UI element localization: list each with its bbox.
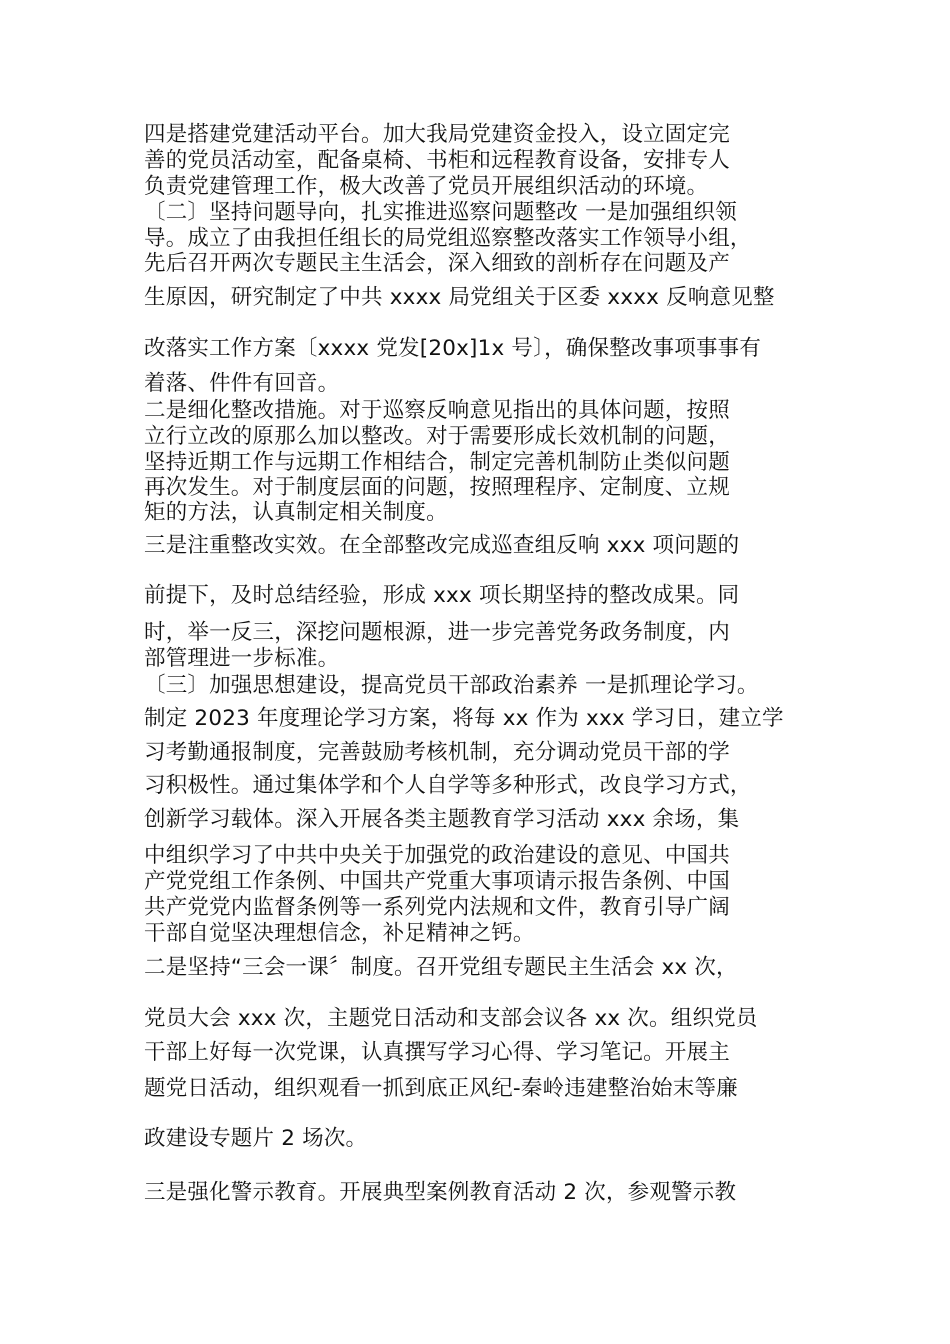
- text-line: 二是细化整改措施。对于巡察反响意见指出的具体问题，按照: [144, 398, 730, 423]
- text-line: 干部自觉坚决理想信念，补足精神之钙。: [144, 921, 535, 946]
- text-line: 党员大会 xxx 次，主题党日活动和支部会议各 xx 次。组织党员: [144, 1006, 758, 1031]
- text-line: 政建设专题片 2 场次。: [144, 1126, 368, 1151]
- text-line: 共产党党内监督条例等一系列党内法规和文件，教育引导广阔: [144, 895, 730, 920]
- text-line: 部管理进一步标准。: [144, 646, 340, 671]
- text-line: 再次发生。对于制度层面的问题，按照理程序、定制度、立规: [144, 475, 730, 500]
- text-line: 习积极性。通过集体学和个人自学等多种形式，改良学习方式，: [144, 773, 752, 798]
- text-line: 坚持近期工作与远期工作相结合，制定完善机制防止类似问题: [144, 450, 730, 475]
- text-line: 先后召开两次专题民主生活会，深入细致的剖析存在问题及产: [144, 251, 730, 276]
- text-line: 三是强化警示教育。开展典型案例教育活动 2 次，参观警示教: [144, 1180, 737, 1205]
- text-line: 习考勤通报制度，完善鼓励考核机制，充分调动党员干部的学: [144, 740, 730, 765]
- text-line: 干部上好每一次党课，认真撰写学习心得、学习笔记。开展主: [144, 1040, 730, 1065]
- text-line: 题党日活动，组织观看一抓到底正风纪-秦岭违建整治始末等廉: [144, 1076, 738, 1101]
- text-line: 中组织学习了中共中央关于加强党的政治建设的意见、中国共: [144, 843, 730, 868]
- text-line: 生原因，研究制定了中共 xxxx 局党组关于区委 xxxx 反响意见整: [144, 285, 775, 310]
- text-line: 三是注重整改实效。在全部整改完成巡查组反响 xxx 项问题的: [144, 533, 740, 558]
- text-line: 前提下，及时总结经验，形成 xxx 项长期坚持的整改成果。同: [144, 583, 740, 608]
- text-line: 制定 2023 年度理论学习方案，将每 xx 作为 xxx 学习日，建立学: [144, 706, 784, 731]
- text-line: 改落实工作方案〔xxxx 党发[20x]1x 号〕，确保整改事项事事有: [144, 336, 762, 361]
- text-line: 〔二〕坚持问题导向，扎实推进巡察问题整改 一是加强组织领: [144, 200, 737, 225]
- text-line: 善的党员活动室，配备桌椅、书柜和远程教育设备，安排专人: [144, 148, 730, 173]
- text-line: 创新学习载体。深入开展各类主题教育学习活动 xxx 余场，集: [144, 807, 740, 832]
- text-line: 〔三〕加强思想建设，提高党员干部政治素养 一是抓理论学习。: [144, 673, 759, 698]
- text-line: 立行立改的原那么加以整改。对于需要形成长效机制的问题，: [144, 424, 730, 449]
- text-line: 四是搭建党建活动平台。加大我局党建资金投入，设立固定完: [144, 122, 730, 147]
- text-line: 导。成立了由我担任组长的局党组巡察整改落实工作领导小组，: [144, 226, 752, 251]
- text-line: 二是坚持“三会一课〞制度。召开党组专题民主生活会 xx 次，: [144, 955, 738, 980]
- text-line: 矩的方法，认真制定相关制度。: [144, 500, 448, 525]
- text-line: 负责党建管理工作，极大改善了党员开展组织活动的环境。: [144, 174, 709, 199]
- text-line: 时，举一反三，深挖问题根源，进一步完善党务政务制度，内: [144, 620, 730, 645]
- text-line: 着落、件件有回音。: [144, 371, 340, 396]
- text-line: 产党党组工作条例、中国共产党重大事项请示报告条例、中国: [144, 869, 730, 894]
